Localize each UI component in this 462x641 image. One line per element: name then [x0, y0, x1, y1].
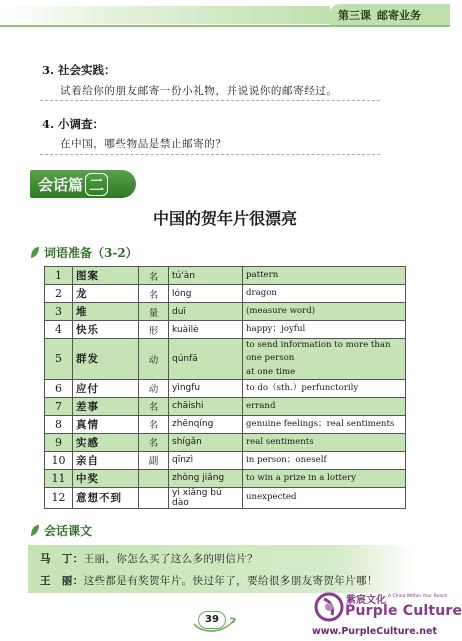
- dialog-speaker: 王 丽：: [40, 575, 84, 587]
- vocab-heading-label: 词语准备（3-2）: [44, 246, 138, 260]
- vocab-english-line: dragon: [246, 287, 277, 298]
- vocab-row: [45, 397, 406, 415]
- vocab-english: [243, 415, 406, 433]
- vocab-pinyin: kuàilè: [169, 321, 243, 339]
- section-banner: [30, 170, 136, 198]
- vocab-num: 11: [45, 469, 73, 487]
- vocab-pos: 名: [139, 415, 169, 433]
- vocab-english-line: errand: [246, 400, 276, 411]
- header-lesson: 第三课: [338, 9, 371, 22]
- question-4-text: 在中国，哪些物品是禁止邮寄的？: [60, 138, 227, 150]
- vocab-word: 真情: [73, 415, 139, 433]
- vocab-english-line: genuine feelings；real sentiments: [246, 418, 395, 429]
- vocab-word: 实感: [73, 433, 139, 451]
- vocab-pinyin: yìngfu: [169, 379, 243, 397]
- vocab-word: 意想不到: [73, 487, 139, 508]
- vocab-pinyin: lóng: [169, 285, 243, 303]
- vocab-row: [45, 451, 406, 469]
- vocab-english: [243, 339, 406, 380]
- logo-chinese: 紫宸文化: [346, 595, 386, 606]
- vocab-row: [45, 469, 406, 487]
- vocab-pinyin: tú'àn: [169, 267, 243, 285]
- vocab-num: 2: [45, 285, 73, 303]
- vocab-row: [45, 285, 406, 303]
- vocab-row: [45, 303, 406, 321]
- vocab-pos: 名: [139, 433, 169, 451]
- vocab-word: 快乐: [73, 321, 139, 339]
- vocab-word: 亲自: [73, 451, 139, 469]
- vocab-pinyin: yì xiǎng bú dào: [169, 487, 243, 508]
- vocab-num: 6: [45, 379, 73, 397]
- vocab-english: [243, 303, 406, 321]
- page-number-badge: [192, 608, 232, 632]
- vocab-pinyin: zhòng jiǎng: [169, 469, 243, 487]
- dialog-text: 这些都是有奖贺年片。快过年了，要给很多朋友寄贺年片哪！: [83, 575, 378, 587]
- vocab-english-line: in person；oneself: [246, 454, 327, 465]
- vocab-pos: 名: [139, 267, 169, 285]
- vocab-word: 差事: [73, 397, 139, 415]
- header-topic: 邮寄业务: [377, 9, 421, 22]
- vocab-english-line: at one time: [246, 366, 296, 377]
- dialog-heading: [30, 522, 92, 539]
- vocab-english-line: unexpected: [246, 492, 297, 503]
- vocab-pinyin: shígǎn: [169, 433, 243, 451]
- banner-number: 二: [85, 173, 108, 196]
- logo-emblem-icon: [314, 591, 344, 625]
- vocab-pinyin: duī: [169, 303, 243, 321]
- banner-prefix: 会话篇: [38, 175, 84, 194]
- vocab-pos: 动: [139, 379, 169, 397]
- vocab-word: 中奖: [73, 469, 139, 487]
- vocab-num: 9: [45, 433, 73, 451]
- vocab-word: 堆: [73, 303, 139, 321]
- logo-tagline: A China Within Your Reach: [388, 594, 448, 599]
- vocab-english: [243, 321, 406, 339]
- vocab-row: [45, 487, 406, 508]
- vocab-num: 10: [45, 451, 73, 469]
- vocab-english: [243, 267, 406, 285]
- vocab-row: [45, 339, 406, 380]
- vocab-num: 3: [45, 303, 73, 321]
- page-header: [0, 0, 450, 26]
- dialog-text: 王丽，你怎么买了这么多的明信片？: [83, 553, 259, 565]
- vocab-row: [45, 321, 406, 339]
- vocab-row: [45, 433, 406, 451]
- vocab-pinyin: zhēnqíng: [169, 415, 243, 433]
- vocab-english: [243, 469, 406, 487]
- vocab-table: [44, 266, 406, 509]
- vocab-english: [243, 487, 406, 508]
- vocab-pos: 副: [139, 451, 169, 469]
- dialog-line-2: [40, 573, 378, 588]
- vocab-english: [243, 397, 406, 415]
- vocab-pinyin: chāishi: [169, 397, 243, 415]
- logo-english: Purple Culture: [345, 603, 462, 619]
- page-number: 39: [198, 611, 226, 629]
- header-stripe: [0, 6, 330, 24]
- vocab-english: [243, 379, 406, 397]
- vocab-pos: 名: [139, 285, 169, 303]
- vocab-num: 7: [45, 397, 73, 415]
- lesson-title: 中国的贺年片很漂亮: [152, 209, 297, 228]
- vocab-num: 4: [45, 321, 73, 339]
- vocab-row: [45, 415, 406, 433]
- dialog-line-1: [40, 551, 258, 566]
- vocab-word: 图案: [73, 267, 139, 285]
- vocab-pinyin: qúnfā: [169, 339, 243, 380]
- vocab-num: 8: [45, 415, 73, 433]
- header-rule: [0, 25, 450, 27]
- header-lesson-box: [330, 4, 450, 26]
- vocab-english-line: real sentiments: [246, 436, 314, 447]
- answer-line-1: [40, 100, 380, 101]
- leaf-icon: [30, 524, 40, 537]
- publisher-logo: [312, 589, 462, 641]
- vocab-pos: 形: [139, 321, 169, 339]
- vocab-heading: [30, 244, 138, 261]
- vocab-english-line: to win a prize in a lottery: [246, 472, 357, 483]
- vocab-english-line: happy；joyful: [246, 323, 306, 334]
- question-4-title: 4. 小调查：: [42, 117, 105, 131]
- vocab-english-line: pattern: [246, 269, 279, 280]
- vocab-pos: [139, 469, 169, 487]
- logo-url: www.PurpleCulture.net: [312, 626, 438, 637]
- vocab-word: 群发: [73, 339, 139, 380]
- dialog-speaker: 马 丁：: [40, 553, 84, 565]
- vocab-english: [243, 285, 406, 303]
- vocab-pinyin: qīnzì: [169, 451, 243, 469]
- vocab-row: [45, 379, 406, 397]
- vocab-num: 5: [45, 339, 73, 380]
- vocab-num: 12: [45, 487, 73, 508]
- vocab-english-line: to send information to more than one person: [246, 340, 391, 364]
- vocab-pos: 名: [139, 397, 169, 415]
- leaf-icon: [30, 246, 40, 259]
- vocab-word: 龙: [73, 285, 139, 303]
- vocab-pos: [139, 487, 169, 508]
- vocab-num: 1: [45, 267, 73, 285]
- vocab-english: [243, 433, 406, 451]
- vocab-row: [45, 267, 406, 285]
- vocab-pos: 量: [139, 303, 169, 321]
- answer-line-2: [40, 154, 380, 155]
- vocab-english-line: (measure word): [246, 305, 316, 316]
- vocab-english: [243, 451, 406, 469]
- vocab-english-line: to do（sth.）perfunctorily: [246, 382, 359, 393]
- vocab-pos: 动: [139, 339, 169, 380]
- question-3-title: 3. 社会实践：: [42, 63, 116, 77]
- vocab-word: 应付: [73, 379, 139, 397]
- dialog-heading-label: 会话课文: [44, 524, 93, 538]
- question-3-text: 试着给你的朋友邮寄一份小礼物，并说说你的邮寄经过。: [60, 85, 338, 97]
